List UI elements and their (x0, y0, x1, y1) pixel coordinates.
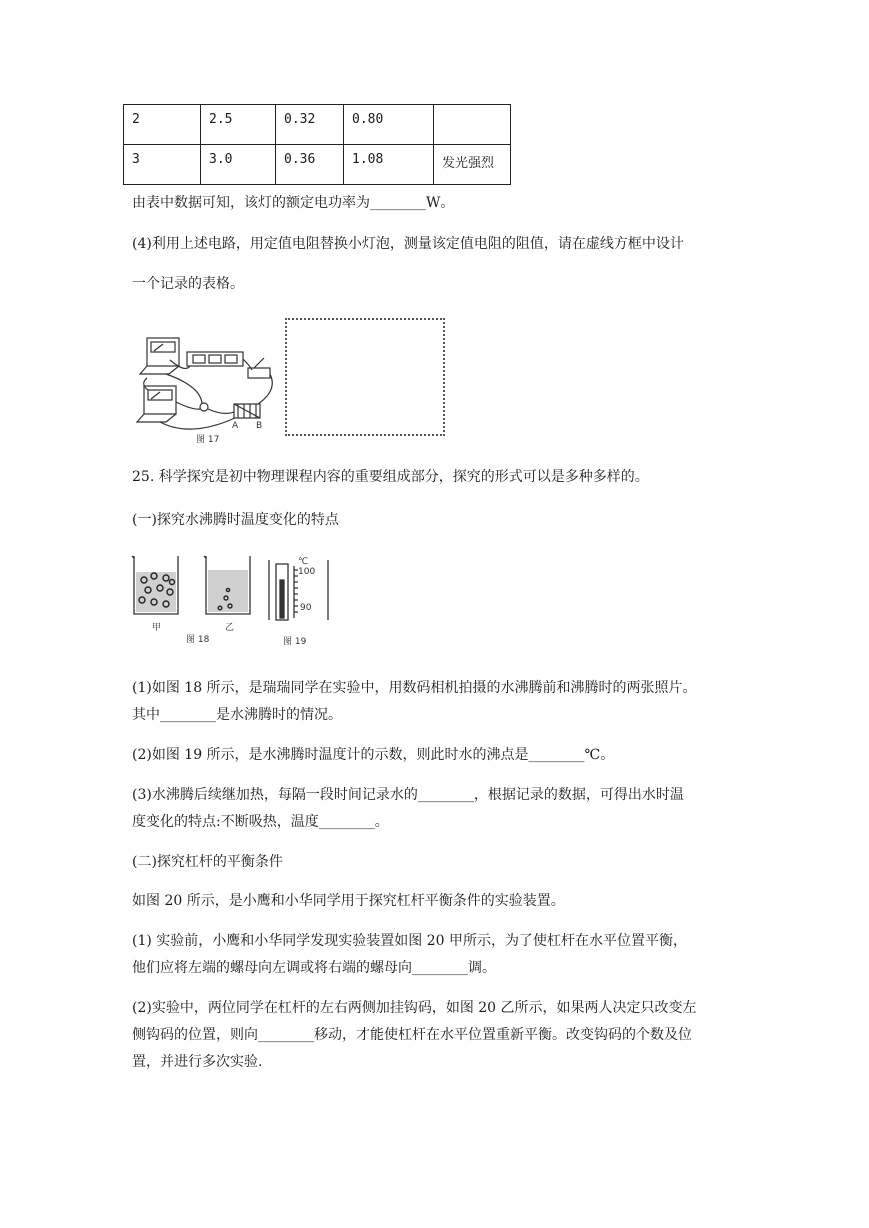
section-2-q2-line-2: 侧钩码的位置，则向________移动，才能使杠杆在水平位置重新平衡。改变钩码的个数及位 (132, 1027, 692, 1043)
table-design-box (285, 318, 445, 436)
question-25-intro: 25. 科学探究是初中物理课程内容的重要组成部分，探究的形式可以是多种多样的。 (132, 469, 649, 485)
section-1-q1-line-2: 其中________是水沸腾时的情况。 (132, 707, 342, 723)
table-cell: 0.36 (276, 145, 344, 185)
section-1-q2: (2)如图 19 所示，是水沸腾时温度计的示数，则此时水的沸点是________℃。 (132, 747, 615, 763)
rheostat-label-b: B (256, 421, 263, 431)
table-cell: 2.5 (201, 105, 276, 145)
section-1-q3-line-1: (3)水沸腾后续继加热，每隔一段时间记录水的________，根据记录的数据，可得出水时温 (132, 787, 684, 803)
thermometer-mark-100: 100 (298, 567, 316, 577)
figure-19-label: 图 19 (283, 637, 307, 647)
section-2-q1-line-1: (1) 实验前，小鹰和小华同学发现实验装置如图 20 甲所示，为了使杠杆在水平位置平衡， (132, 933, 687, 949)
section-2-q2-line-1: (2)实验中，两位同学在杠杆的左右两侧加挂钩码，如图 20 乙所示，如果两人决定只改变左 (132, 1000, 697, 1016)
figure-18-label: 图 18 (186, 635, 210, 645)
section-2-intro: 如图 20 所示，是小鹰和小华同学用于探究杠杆平衡条件的实验装置。 (132, 893, 565, 909)
table-cell (434, 105, 511, 145)
table-cell: 0.32 (276, 105, 344, 145)
rheostat-label-a: A (232, 421, 239, 431)
table-cell: 3.0 (201, 145, 276, 185)
measurement-table (123, 104, 511, 185)
question-4-line-2: 一个记录的表格。 (132, 276, 244, 292)
section-1-heading: (一)探究水沸腾时温度变化的特点 (132, 512, 339, 528)
beaker-label-jia: 甲 (152, 623, 162, 633)
beaker-label-yi: 乙 (225, 623, 235, 633)
table-cell: 3 (124, 145, 201, 185)
thermometer-mark-90: 90 (300, 603, 312, 613)
table-row (124, 145, 511, 185)
figure-17-label: 图 17 (196, 435, 220, 445)
boiling-water-figures-18-19 (128, 552, 338, 648)
thermometer-unit: ℃ (298, 557, 309, 567)
circuit-diagram-figure-17 (130, 318, 280, 446)
section-2-heading: (二)探究杠杆的平衡条件 (132, 854, 283, 870)
section-2-q1-line-2: 他们应将左端的螺母向左调或将右端的螺母向________调。 (132, 960, 496, 976)
table-cell: 发光强烈 (434, 145, 511, 185)
section-2-q2-line-3: 置，并进行多次实验. (132, 1054, 263, 1070)
rated-power-question: 由表中数据可知，该灯的额定电功率为________W。 (132, 195, 455, 211)
table-cell: 0.80 (344, 105, 434, 145)
section-1-q3-line-2: 度变化的特点:不断吸热，温度________。 (132, 814, 389, 830)
table-cell: 1.08 (344, 145, 434, 185)
table-row (124, 105, 511, 145)
section-1-q1-line-1: (1)如图 18 所示，是瑞瑞同学在实验中，用数码相机拍摄的水沸腾前和沸腾时的两张照片。 (132, 680, 697, 696)
question-4-line-1: (4)利用上述电路，用定值电阻替换小灯泡，测量该定值电阻的阻值，请在虚线方框中设计 (132, 236, 684, 252)
table-cell: 2 (124, 105, 201, 145)
